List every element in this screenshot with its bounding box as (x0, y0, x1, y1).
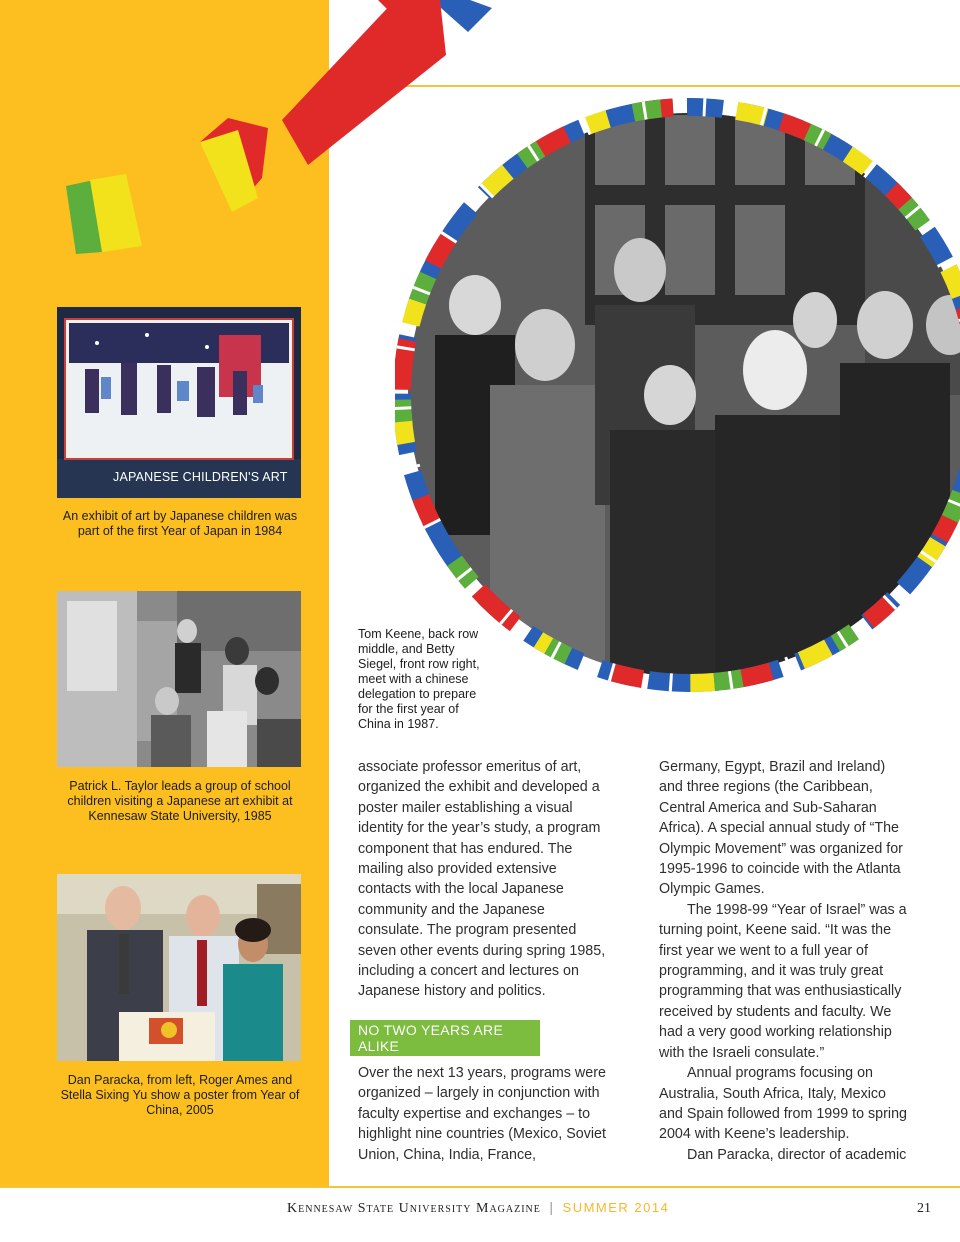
col2-paragraph-1: Germany, Egypt, Brazil and Ireland) and three regions (the Caribbean, Central America and Sub-Saharan Africa). A special annual study of “The Olympic Movement” was organized for 1995-1996 to coincide with the Atlanta Olympic Games. (659, 759, 903, 898)
china-delegation-circle-photo (395, 95, 960, 715)
col2-paragraph-2: The 1998-99 “Year of Israel” was a turning point, Keene said. “It was the first year we went to a full year of programming, and it was truly great programming that was enthusiastically received by students and faculty. We had a very good working relationship with the Israeli consulate.” (659, 901, 907, 1061)
taylor-exhibit-photo (57, 591, 301, 767)
footer-separator: | (549, 1199, 555, 1215)
issue-season: SUMMER 2014 (562, 1200, 670, 1215)
col1-paragraph-1: associate professor emeritus of art, organized the exhibit and developed a poster mailer establishing a visual identity for the year’s study, a program component that has endured. The mailing also provided extensive contacts with the local Japanese community and the Japanese consulate. The program presented seven other events during spring 1985, including a concert and lectures on Japanese history and politics. (358, 759, 606, 1000)
body-column-1 (358, 757, 608, 1002)
col1-paragraph-2: Over the next 13 years, programs were organized – largely in conjunction with faculty expertise and exchanges – to highlight nine countries (Mexico, Soviet Union, China, India, France, (358, 1065, 606, 1163)
poster-label: JAPANESE CHILDREN'S ART (113, 470, 288, 484)
col2-paragraph-4: Dan Paracka, director of academic (687, 1146, 907, 1163)
magazine-footer (287, 1199, 669, 1217)
body-column-1-continued (358, 1063, 608, 1165)
body-column-2 (659, 757, 911, 1165)
paracka-caption: Dan Paracka, from left, Roger Ames and Stella Sixing Yu show a poster from Year of China, 2005 (60, 1073, 300, 1117)
paracka-ames-yu-photo (57, 874, 301, 1061)
footer-rule (0, 1186, 960, 1188)
japan-art-caption: An exhibit of art by Japanese children was part of the first Year of Japan in 1984 (62, 509, 298, 538)
japanese-art-poster-photo (57, 307, 301, 498)
magazine-title: Kennesaw State University Magazine (287, 1201, 541, 1216)
taylor-caption: Patrick L. Taylor leads a group of school children visiting a Japanese art exhibit at Kennesaw State University, 1985 (67, 779, 293, 823)
page-number: 21 (917, 1201, 931, 1216)
section-heading: NO TWO YEARS ARE ALIKE (350, 1020, 540, 1056)
col2-paragraph-3: Annual programs focusing on Australia, South Africa, Italy, Mexico and Spain followed from 1999 to spring 2004 with Keene’s leadership. (659, 1065, 907, 1143)
keene-caption: Tom Keene, back row middle, and Betty Siegel, front row right, meet with a chinese delegation to prepare for the first year of China in 1987. (358, 625, 484, 734)
